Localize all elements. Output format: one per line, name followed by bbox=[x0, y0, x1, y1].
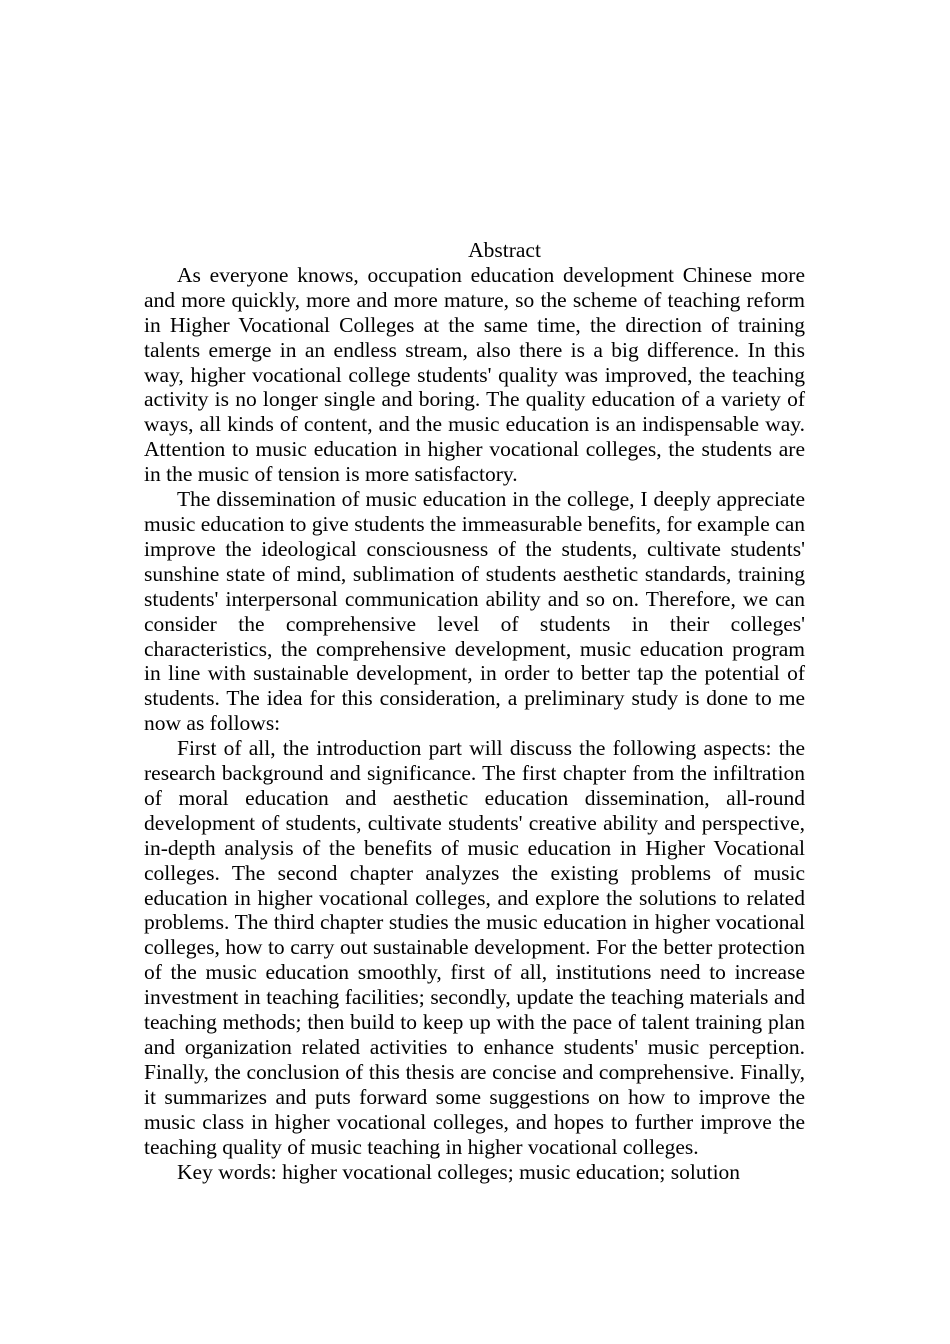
keywords-line: Key words: higher vocational colleges; music education; solution bbox=[177, 1159, 741, 1184]
abstract-page bbox=[144, 238, 805, 1184]
abstract-paragraph-1: As everyone knows, occupation education development Chinese more and more quickly, more and more mature, so the scheme of teaching reform in Higher Vocational Colleges at the same time, the direction of training talents emerge in an endless stream, also there is a big difference. In this way, higher vocational college students' quality was improved, the teaching activity is no longer single and boring. The quality education of a variety of ways, all kinds of content, and the music education is an indispensable way. Attention to music education in higher vocational colleges, the students are in the music of tension is more satisfactory. bbox=[144, 262, 805, 487]
abstract-paragraph-3: First of all, the introduction part will discuss the following aspects: the research background and significance. The first chapter from the infiltration of moral education and aesthetic education dissemination, all-round development of students, cultivate students' creative ability and perspective, in-depth analysis of the benefits of music education in Higher Vocational colleges. The second chapter analyzes the existing problems of music education in higher vocational colleges, and explore the solutions to related problems. The third chapter studies the music education in higher vocational colleges, how to carry out sustainable development. For the better protection of the music education smoothly, first of all, institutions need to increase investment in teaching facilities; secondly, update the teaching materials and teaching methods; then build to keep up with the pace of talent training plan and organization related activities to enhance students' music perception. Finally, the conclusion of this thesis are concise and comprehensive. Finally, it summarizes and puts forward some suggestions on how to improve the music class in higher vocational colleges, and hopes to further improve the teaching quality of music teaching in higher vocational colleges. bbox=[144, 736, 805, 1159]
abstract-paragraph-2: The dissemination of music education in the college, I deeply appreciate music education to give students the immeasurable benefits, for example can improve the ideological consciousness of the students, cultivate students' sunshine state of mind, sublimation of students aesthetic standards, training students' interpersonal communication ability and so on. Therefore, we can consider the comprehensive level of students in their colleges' characteristics, the comprehensive development, music education program in line with sustainable development, in order to better tap the potential of students. The idea for this consideration, a preliminary study is done to me now as follows: bbox=[144, 487, 805, 736]
abstract-title: Abstract bbox=[468, 238, 541, 262]
